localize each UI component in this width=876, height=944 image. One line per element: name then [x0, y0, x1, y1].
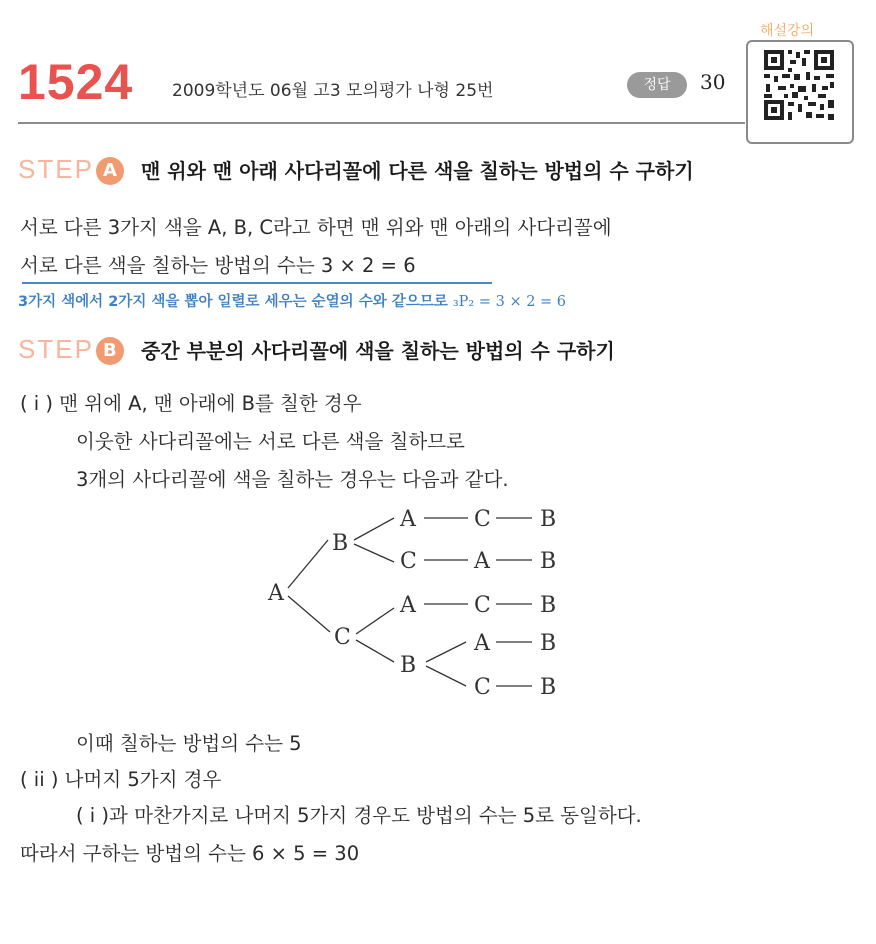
step-a-tag: STEP [18, 154, 94, 184]
qr-code-icon[interactable] [762, 48, 836, 122]
tree-root: A [268, 581, 284, 606]
tree-node-l3-4: A [474, 631, 490, 656]
step-a-header [18, 154, 694, 185]
case-1-result: 이때 칠하는 방법의 수는 5 [76, 732, 302, 755]
answer-value: 30 [700, 70, 726, 94]
tree-leaf-5: B [540, 675, 557, 700]
step-b-header [18, 334, 615, 365]
tree-node-l3-1: C [474, 507, 491, 532]
step-a-note-text: 3가지 색에서 2가지 색을 뽑아 일렬로 세우는 순열의 수와 같으므로 [18, 294, 448, 310]
tree-diagram [250, 500, 580, 710]
tree-node-l2-a-1: A [400, 507, 416, 532]
tree-leaf-4: B [540, 631, 557, 656]
tree-node-l3-2: A [474, 549, 490, 574]
step-a-line-2: 서로 다른 색을 칠하는 방법의 수는 3 × 2 = 6 [20, 254, 416, 277]
header-divider [18, 122, 745, 124]
step-a-letter: A [96, 157, 124, 185]
tree-leaf-2: B [540, 549, 557, 574]
problem-number: 1524 [18, 54, 134, 110]
qr-label: 해설강의 [760, 23, 815, 39]
tree-node-l2-b: B [400, 653, 417, 678]
step-a-note [18, 290, 566, 311]
case-1-line-2: 3개의 사다리꼴에 색을 칠하는 경우는 다음과 같다. [76, 468, 509, 491]
case-1-heading: ( i ) 맨 위에 A, 맨 아래에 B를 칠한 경우 [20, 392, 362, 415]
step-a-note-equation: ₃P₂ = 3 × 2 = 6 [452, 294, 567, 310]
conclusion: 따라서 구하는 방법의 수는 6 × 5 = 30 [20, 842, 360, 865]
tree-node-l3-3: C [474, 593, 491, 618]
tree-leaf-3: B [540, 593, 557, 618]
step-b-letter: B [96, 337, 124, 365]
case-2-line: ( i )과 마찬가지로 나머지 5가지 경우도 방법의 수는 5로 동일하다. [76, 804, 642, 827]
answer-badge: 정답 [627, 72, 687, 98]
problem-source: 2009학년도 06월 고3 모의평가 나형 25번 [172, 81, 494, 101]
tree-node-l3-5: C [474, 675, 491, 700]
step-a-line-1: 서로 다른 3가지 색을 A, B, C라고 하면 맨 위와 맨 아래의 사다리꼴에 [20, 216, 612, 239]
blue-underline [22, 282, 492, 284]
step-b-tag: STEP [18, 334, 94, 364]
case-1-line-1: 이웃한 사다리꼴에는 서로 다른 색을 칠하므로 [76, 430, 465, 453]
case-2-heading: ( ii ) 나머지 5가지 경우 [20, 768, 222, 791]
tree-leaf-1: B [540, 507, 557, 532]
step-b-title: 중간 부분의 사다리꼴에 색을 칠하는 방법의 수 구하기 [141, 339, 615, 363]
tree-node-l1-b: B [332, 531, 349, 556]
tree-node-l1-c: C [334, 625, 351, 650]
step-a-title: 맨 위와 맨 아래 사다리꼴에 다른 색을 칠하는 방법의 수 구하기 [141, 159, 694, 183]
tree-node-l2-a-2: A [400, 593, 416, 618]
tree-node-l2-c: C [400, 549, 417, 574]
